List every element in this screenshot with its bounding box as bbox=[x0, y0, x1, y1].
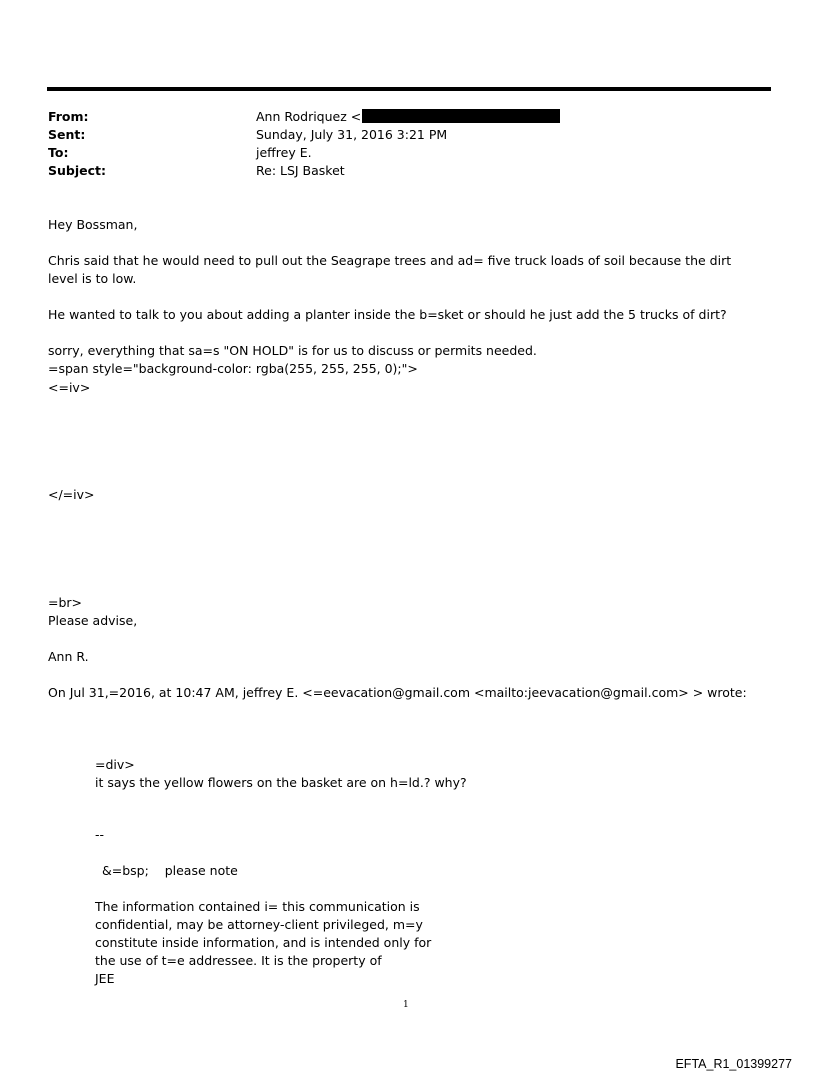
redaction-box bbox=[362, 109, 560, 123]
please-advise: Please advise, bbox=[48, 613, 138, 628]
sent-value: Sunday, July 31, 2016 3:21 PM bbox=[256, 127, 448, 142]
body-paragraph-1: Chris said that he would need to pull out the Seagrape trees and ad= five truck loads of soil because the dirt level is to low. bbox=[48, 253, 732, 286]
disclaimer-line-1: The information contained i= this communication is bbox=[95, 899, 420, 914]
greeting: Hey Bossman, bbox=[48, 217, 138, 232]
disclaimer-line-4: the use of t=e addressee. It is the property of bbox=[95, 953, 382, 968]
document-id: EFTA_R1_01399277 bbox=[675, 1057, 792, 1071]
from-row bbox=[48, 108, 748, 126]
body-paragraph-3-line-2: =span style="background-color: rgba(255, 255, 255, 0);"> bbox=[48, 361, 418, 376]
quoted-message: it says the yellow flowers on the basket are on h=ld.? why? bbox=[95, 775, 467, 790]
subject-label: Subject: bbox=[48, 163, 106, 178]
br-artifact: =br> bbox=[48, 595, 83, 610]
div-open-artifact: <=iv> bbox=[48, 380, 91, 395]
body-paragraph-3-line-1: sorry, everything that sa=s "ON HOLD" is for us to discuss or permits needed. bbox=[48, 343, 537, 358]
header-rule bbox=[47, 87, 771, 91]
body-paragraph-2: He wanted to talk to you about adding a planter inside the b=sket or should he just add the 5 trucks of dirt? bbox=[48, 307, 727, 322]
sent-label: Sent: bbox=[48, 127, 86, 142]
disclaimer-line-2: confidential, may be attorney-client privileged, m=y bbox=[95, 917, 423, 932]
div-close-artifact: </=iv> bbox=[48, 487, 95, 502]
subject-row bbox=[48, 162, 748, 180]
sent-row bbox=[48, 126, 748, 144]
quoted-div-artifact: =div> bbox=[95, 757, 135, 772]
from-value bbox=[256, 108, 560, 126]
from-name: Ann Rodriquez < bbox=[256, 109, 362, 124]
from-label: From: bbox=[48, 109, 89, 124]
page-number: 1 bbox=[403, 1000, 409, 1010]
signoff: Ann R. bbox=[48, 649, 89, 664]
subject-value: Re: LSJ Basket bbox=[256, 163, 345, 178]
quote-intro: On Jul 31,=2016, at 10:47 AM, jeffrey E. <=eevacation@gmail.com <mailto:jeevacation@gmail.com> > wrote: bbox=[48, 685, 747, 700]
to-label: To: bbox=[48, 145, 69, 160]
signature-separator: -- bbox=[95, 827, 105, 842]
nbsp-line: &=bsp; please note bbox=[102, 863, 238, 878]
to-value: jeffrey E. bbox=[256, 145, 312, 160]
to-row bbox=[48, 144, 748, 162]
disclaimer-line-3: constitute inside information, and is intended only for bbox=[95, 935, 432, 950]
disclaimer-line-5: JEE bbox=[95, 971, 115, 986]
